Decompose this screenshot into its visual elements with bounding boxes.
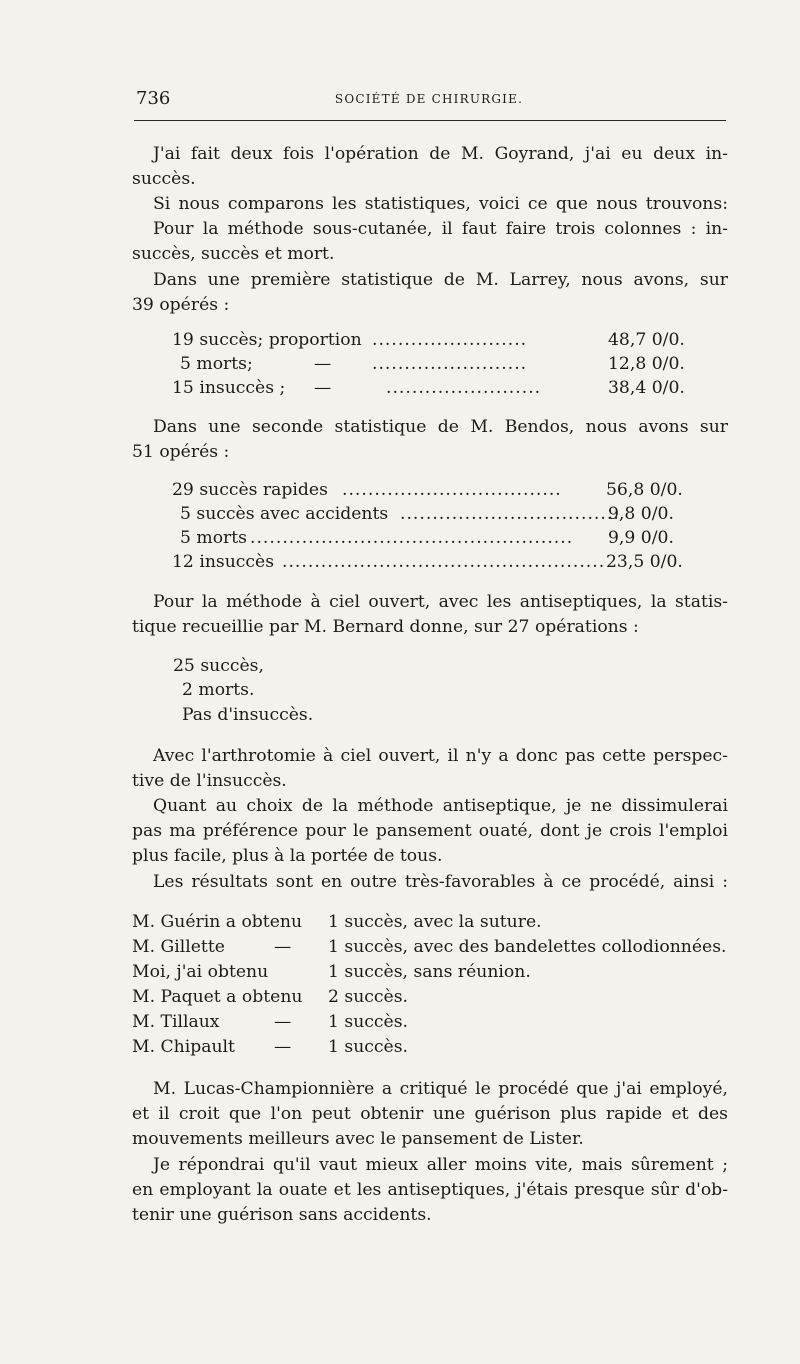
stat-label: 29 succès rapides bbox=[172, 480, 328, 500]
result-text: 2 succès. bbox=[328, 987, 408, 1007]
stat-label: 19 succès; proportion bbox=[172, 330, 362, 350]
stat-row bbox=[132, 504, 728, 526]
stat-row bbox=[132, 528, 728, 550]
leader-dots: .................................. bbox=[400, 504, 620, 524]
body-line: et il croit que l'on peut obtenir une guérison plus rapide et des bbox=[132, 1104, 728, 1124]
result-text: 1 succès. bbox=[328, 1012, 408, 1032]
result-name: M. Tillaux bbox=[132, 1012, 220, 1032]
ditto-mark: — bbox=[274, 937, 292, 957]
result-row bbox=[132, 1037, 728, 1059]
result-name: M. Guérin a obtenu bbox=[132, 912, 303, 932]
result-name: M. Gillette bbox=[132, 937, 225, 957]
header-rule bbox=[134, 120, 726, 121]
body-line: tive de l'insuccès. bbox=[132, 771, 287, 791]
body-line: succès, succès et mort. bbox=[132, 244, 335, 264]
body-line: plus facile, plus à la portée de tous. bbox=[132, 846, 443, 866]
body-line: pas ma préférence pour le pansement ouaté, dont je crois l'emploi bbox=[132, 821, 728, 841]
result-text: 1 succès. bbox=[328, 1037, 408, 1057]
body-line: Dans une première statistique de M. Larrey, nous avons, sur bbox=[153, 270, 728, 290]
stat-label: 5 morts bbox=[180, 528, 247, 548]
ditto-mark: — bbox=[274, 1037, 292, 1057]
result-row bbox=[132, 912, 728, 934]
result-name: Moi, j'ai obtenu bbox=[132, 962, 269, 982]
body-line: M. Lucas-Championnière a critiqué le procédé que j'ai employé, bbox=[153, 1079, 728, 1099]
stat-row bbox=[132, 378, 728, 400]
body-line: Si nous comparons les statistiques, voici ce que nous trouvons: bbox=[153, 194, 728, 214]
body-line: en employant la ouate et les antiseptiques, j'étais presque sûr d'ob- bbox=[132, 1180, 728, 1200]
leader-dots: ........................ bbox=[372, 354, 528, 374]
body-line: Quant au choix de la méthode antiseptique, je ne dissimulerai bbox=[153, 796, 728, 816]
body-line: succès. bbox=[132, 169, 196, 189]
stat-value: 12,8 0/0. bbox=[608, 354, 685, 374]
result-text: 1 succès, avec des bandelettes collodionnées. bbox=[328, 937, 727, 957]
stat-value: 9,9 0/0. bbox=[608, 528, 674, 548]
leader-dots: .................................................. bbox=[282, 552, 606, 572]
stat-value: 56,8 0/0. bbox=[606, 480, 683, 500]
stat-row bbox=[132, 330, 728, 352]
stat-value: 9,8 0/0. bbox=[608, 504, 674, 524]
outcome-item: Pas d'insuccès. bbox=[182, 705, 314, 725]
running-head: SOCIÉTÉ DE CHIRURGIE. bbox=[334, 92, 524, 106]
leader-dots: .................................. bbox=[342, 480, 562, 500]
body-line: Dans une seconde statistique de M. Bendos, nous avons sur bbox=[153, 417, 728, 437]
ditto-mark: — bbox=[314, 378, 332, 398]
body-line: Les résultats sont en outre très-favorables à ce procédé, ainsi : bbox=[153, 872, 728, 892]
result-row bbox=[132, 937, 728, 959]
result-text: 1 succès, avec la suture. bbox=[328, 912, 542, 932]
leader-dots: .................................................. bbox=[250, 528, 574, 548]
result-text: 1 succès, sans réunion. bbox=[328, 962, 531, 982]
body-line: tique recueillie par M. Bernard donne, sur 27 opérations : bbox=[132, 617, 639, 637]
stat-label: 5 morts; bbox=[180, 354, 253, 374]
ditto-mark: — bbox=[314, 354, 332, 374]
body-line: Pour la méthode sous-cutanée, il faut faire trois colonnes : in- bbox=[153, 219, 728, 239]
result-name: M. Chipault bbox=[132, 1037, 235, 1057]
stat-value: 38,4 0/0. bbox=[608, 378, 685, 398]
body-line: 39 opérés : bbox=[132, 295, 230, 315]
outcome-item: 2 morts. bbox=[182, 680, 255, 700]
stat-row bbox=[132, 552, 728, 574]
result-row bbox=[132, 962, 728, 984]
body-line: Avec l'arthrotomie à ciel ouvert, il n'y a donc pas cette perspec- bbox=[153, 746, 728, 766]
body-line: Pour la méthode à ciel ouvert, avec les antiseptiques, la statis- bbox=[153, 592, 728, 612]
page-number: 736 bbox=[136, 88, 171, 109]
ditto-mark: — bbox=[274, 1012, 292, 1032]
outcome-item: 25 succès, bbox=[173, 656, 264, 676]
stat-label: 12 insuccès bbox=[172, 552, 275, 572]
body-line: Je répondrai qu'il vaut mieux aller moins vite, mais sûrement ; bbox=[153, 1155, 728, 1175]
body-line: J'ai fait deux fois l'opération de M. Goyrand, j'ai eu deux in- bbox=[153, 144, 728, 164]
stat-label: 15 insuccès ; bbox=[172, 378, 286, 398]
result-row bbox=[132, 1012, 728, 1034]
body-line: tenir une guérison sans accidents. bbox=[132, 1205, 432, 1225]
stat-value: 23,5 0/0. bbox=[606, 552, 683, 572]
leader-dots: ........................ bbox=[386, 378, 542, 398]
result-row bbox=[132, 987, 728, 1009]
body-line: 51 opérés : bbox=[132, 442, 230, 462]
stat-label: 5 succès avec accidents bbox=[180, 504, 389, 524]
body-line: mouvements meilleurs avec le pansement de Lister. bbox=[132, 1129, 584, 1149]
stat-row bbox=[132, 480, 728, 502]
result-name: M. Paquet a obtenu bbox=[132, 987, 303, 1007]
leader-dots: ........................ bbox=[372, 330, 528, 350]
stat-value: 48,7 0/0. bbox=[608, 330, 685, 350]
stat-row bbox=[132, 354, 728, 376]
page-header bbox=[132, 88, 726, 112]
